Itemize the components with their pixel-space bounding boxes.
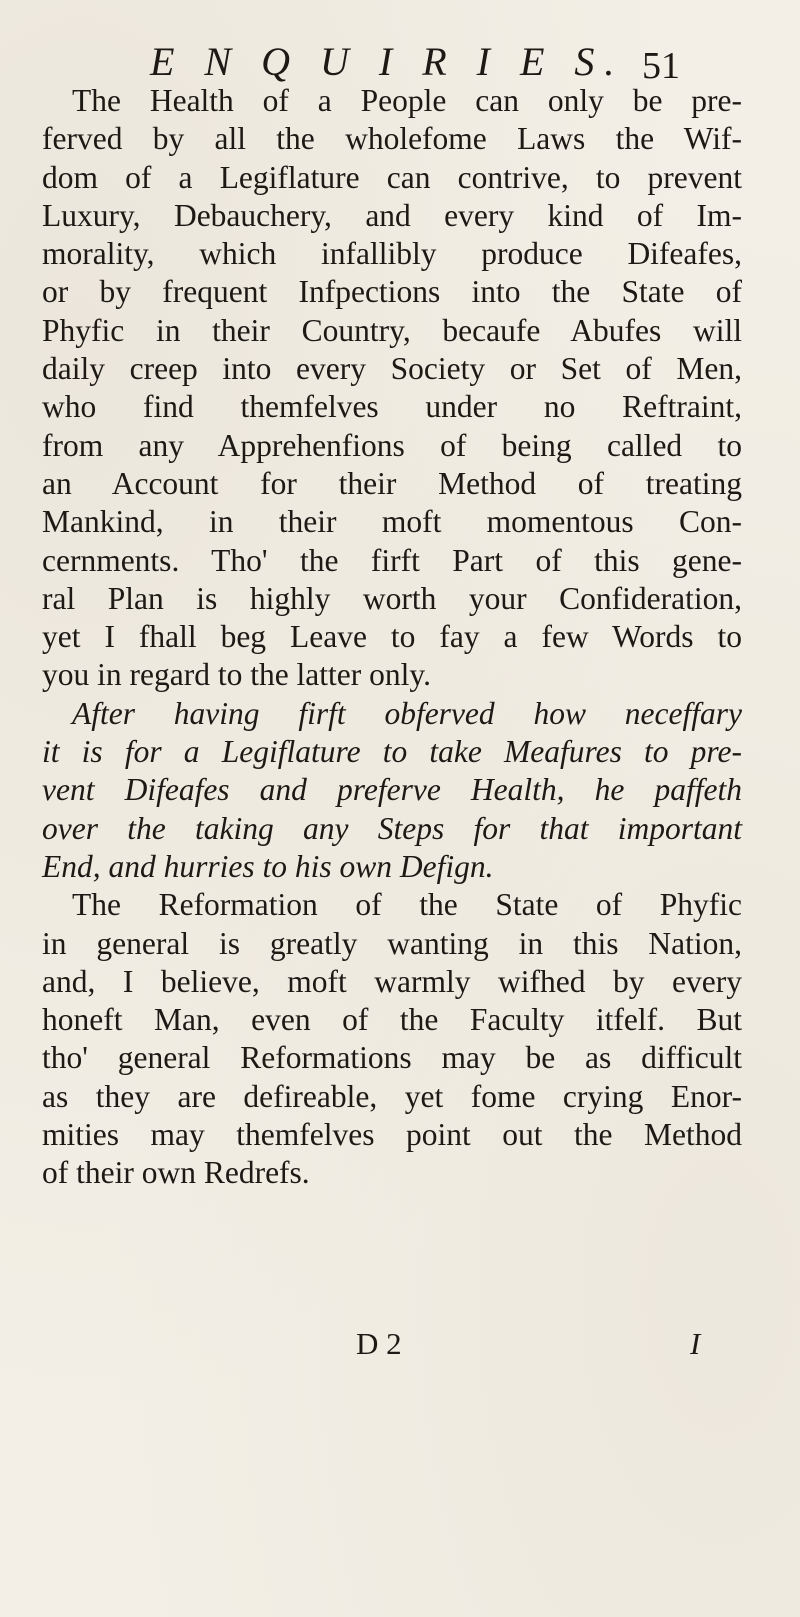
- text-line: as they are defireable, yet fome crying Enor-: [42, 1078, 742, 1114]
- text-line: The Health of a People can only be pre-: [72, 83, 742, 118]
- text-line: honeft Man, even of the Faculty itfelf. But: [42, 1002, 742, 1038]
- italic-summary-line: After having firft obferved how neceffary: [72, 695, 742, 731]
- text-line: ral Plan is highly worth your Confideration,: [42, 580, 742, 616]
- text-line: who find themfelves under no Reftraint,: [42, 389, 742, 425]
- text-line: Luxury, Debauchery, and every kind of Im-: [42, 197, 742, 233]
- italic-summary-line: vent Difeafes and preferve Health, he paffeth: [42, 772, 742, 808]
- text-line: from any Apprehenfions of being called to: [42, 427, 742, 463]
- page-header: [140, 38, 680, 88]
- running-head: E N Q U I R I E S.: [150, 39, 625, 84]
- text-line: you in regard to the latter only.: [42, 657, 431, 693]
- italic-summary-line: over the taking any Steps for that important: [42, 810, 742, 846]
- text-line: or by frequent Infpections into the State of: [42, 274, 742, 310]
- italic-summary-line: it is for a Legiflature to take Meafures to pre-: [42, 734, 742, 770]
- text-line: The Reformation of the State of Phyfic: [72, 887, 742, 923]
- text-line: tho' general Reformations may be as difficult: [42, 1040, 742, 1076]
- catchword: I: [690, 1326, 701, 1361]
- text-line: Mankind, in their moft momentous Con-: [42, 504, 742, 540]
- text-line: an Account for their Method of treating: [42, 465, 742, 501]
- text-line: morality, which infallibly produce Difeafes,: [42, 236, 742, 272]
- text-line: of their own Redrefs.: [42, 1155, 310, 1191]
- text-line: Phyfic in their Country, becaufe Abufes will: [42, 312, 742, 348]
- text-line: and, I believe, moft warmly wifhed by every: [42, 963, 742, 999]
- italic-summary-line: End, and hurries to his own Defign.: [42, 848, 494, 884]
- page-number: 51: [642, 45, 680, 87]
- body-text: [42, 82, 742, 1193]
- text-line: cernments. Tho' the firft Part of this gene-: [42, 542, 742, 578]
- text-line: in general is greatly wanting in this Nation,: [42, 925, 742, 961]
- text-line: ferved by all the wholefome Laws the Wif-: [42, 121, 742, 157]
- signature-mark: D 2: [356, 1326, 402, 1361]
- text-line: yet I fhall beg Leave to fay a few Words to: [42, 619, 742, 655]
- text-line: mities may themfelves point out the Method: [42, 1117, 742, 1153]
- text-line: dom of a Legiflature can contrive, to prevent: [42, 159, 742, 195]
- text-line: daily creep into every Society or Set of Men,: [42, 351, 742, 387]
